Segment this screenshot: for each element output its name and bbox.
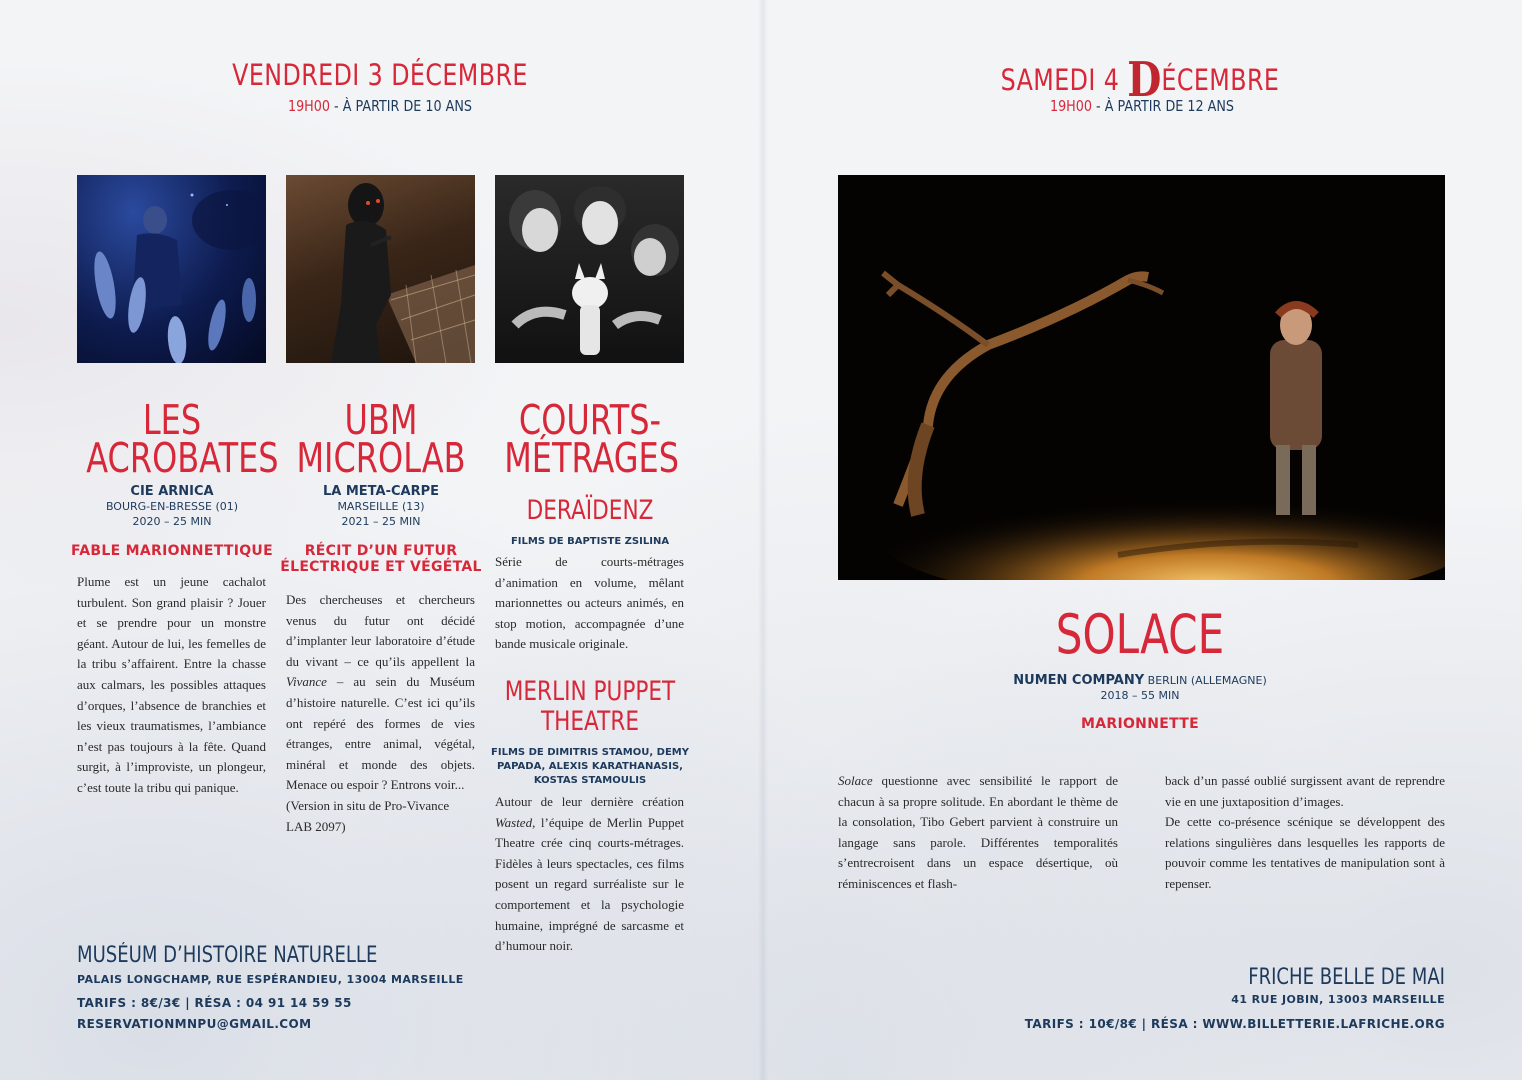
description-text: back d’un passé oublié surgissent avant de reprendre vie en une juxtaposition d’images.	[1165, 773, 1445, 809]
genre-label	[271, 543, 491, 575]
decorative-dropcap: D	[1127, 52, 1162, 108]
venue-address-museum: PALAIS LONGCHAMP, RUE ESPÉRANDIEU, 13004 MARSEILLE	[77, 973, 464, 986]
description-text: Des chercheuses et chercheurs venus du futur ont décidé d’implanter leur laboratoire d’étude du vivant – ce qu’ils appellent la	[286, 592, 475, 669]
saturday-title-end: ÉCEMBRE	[1161, 63, 1280, 97]
title-line: UBM	[344, 396, 418, 444]
description-text: – au sein du Muséum d’histoire naturelle. C’est ici qu’ils ont repéré des formes de vies étranges, entre animal, végétal, minéral et monde des objets. Menace ou espoir ? Entrons voir...	[286, 674, 475, 793]
description-emphasis: Solace	[838, 773, 873, 788]
saturday-time-age	[1015, 97, 1270, 115]
films-by-merlin	[485, 746, 695, 788]
show-title-courts-metrages	[504, 396, 680, 482]
description-merlin	[495, 792, 684, 957]
show-title-ubm-microlab	[295, 396, 467, 482]
genre-label: MARIONNETTE	[1081, 716, 1199, 732]
friday-time-age	[253, 97, 508, 115]
subtitle-line: THEATRE	[540, 706, 640, 737]
films-by-deraidenz: FILMS DE BAPTISTE ZSILINA	[510, 536, 670, 547]
films-by-line: KOSTAS STAMOULIS	[533, 775, 647, 786]
venue-tarifs-friche[interactable]: TARIFS : 10€/8€ | RÉSA : WWW.BILLETTERIE.LAFRICHE.ORG	[1024, 1017, 1445, 1031]
description-emphasis: Vivance	[286, 674, 327, 690]
courts-metrages-illustration	[495, 175, 684, 363]
microlab-illustration	[286, 175, 475, 363]
company-place: BERLIN (ALLEMAGNE)	[1144, 674, 1267, 687]
subtitle-deraidenz: DERAÏDENZ	[526, 495, 654, 526]
show-title-solace: SOLACE	[1055, 603, 1225, 666]
venue-address-friche: 41 RUE JOBIN, 13003 MARSEILLE	[1231, 993, 1445, 1006]
description-deraidenz: Série de courts-métrages d’animation en volume, mêlant marionnettes ou acteurs animés, en stop motion, accompagnée d’une bande musicale originale.	[495, 554, 684, 652]
description-text: Autour de leur dernière création	[495, 794, 684, 809]
venue-email-link[interactable]: RESERVATIONMNPU@GMAIL.COM	[77, 1017, 312, 1031]
solace-description-col1	[838, 771, 1118, 895]
show-title-les-acrobates	[86, 396, 279, 482]
company-block-microlab	[281, 484, 481, 529]
saturday-title-start: SAMEDI 4	[1000, 63, 1128, 97]
title-line: LES	[142, 396, 202, 444]
films-by-line: PAPADA, ALEXIS KARATHANASIS,	[497, 761, 683, 772]
friday-time: 19H00	[287, 97, 330, 115]
photo-solace	[838, 175, 1445, 580]
company-place: MARSEILLE (13)	[337, 500, 425, 513]
genre-line: RÉCIT D’UN FUTUR	[304, 543, 458, 559]
show-year-duration: 2018 – 55 MIN	[1100, 689, 1180, 702]
page-spine	[758, 0, 768, 1080]
version-note: (Version in situ de Pro-Vivance LAB 2097)	[286, 797, 450, 834]
description-text: questionne avec sensibilité le rapport de chacun à sa propre solitude. En abordant le thème de la consolation, Tibo Gebert parvient à construire un langage sans parole. Différentes temporalités s’entrecroisent dans un espace désertique, où réminiscences et flash-	[838, 773, 1118, 891]
genre-label: FABLE MARIONNETTIQUE	[71, 543, 273, 559]
venue-tarifs-museum: TARIFS : 8€/3€ | RÉSA : 04 91 14 59 55	[77, 996, 352, 1010]
description-text: , l’équipe de Merlin Puppet Theatre crée cinq courts-métrages. Fidèles à leurs spectacles, ces films posent un regard surréaliste sur le comportement et la psychologie humaine, imprégné de sarcasme et d’humour noir.	[495, 814, 684, 954]
saturday-age: - À PARTIR DE 12 ANS	[1091, 97, 1235, 115]
genre-line: ÉLECTRIQUE ET VÉGÉTAL	[280, 559, 482, 575]
title-line: COURTS-	[518, 396, 662, 444]
show-description: Plume est un jeune cachalot turbulent. Son grand plaisir ? Jouer et se prendre pour un monstre géant. Autour de lui, les femelles de la tribu s’affairent. Entre la chasse aux calmars, les possibles attaques d’orques, l’absence de branchies et les vieux traumatismes, l’ambiance n’est pas toujours à la fête. Quand surgit, à l’improviste, un plongeur, c’est toute la tribu qui panique.	[77, 574, 266, 795]
acrobates-illustration	[77, 175, 266, 363]
films-by-line: FILMS DE DIMITRIS STAMOU, DEMY	[491, 747, 689, 758]
company-name: NUMEN COMPANY	[1013, 673, 1145, 688]
photo-courts-metrages	[495, 175, 684, 363]
show-year-duration: 2020 – 25 MIN	[132, 515, 212, 528]
saturday-time: 19H00	[1049, 97, 1092, 115]
description-emphasis: Wasted	[495, 814, 533, 830]
subtitle-merlin-puppet-theatre	[502, 677, 678, 737]
company-block-acrobates	[72, 484, 272, 529]
friday-age: - À PARTIR DE 10 ANS	[329, 97, 473, 115]
company-block-solace	[990, 671, 1290, 703]
photo-les-acrobates	[77, 175, 266, 363]
friday-date-title: VENDREDI 3 DÉCEMBRE	[232, 58, 528, 92]
company-name: CIE ARNICA	[130, 484, 214, 499]
show-description	[286, 590, 475, 837]
show-year-duration: 2021 – 25 MIN	[341, 515, 421, 528]
venue-name-friche: FRICHE BELLE DE MAI	[1248, 965, 1445, 990]
company-place: BOURG-EN-BRESSE (01)	[105, 500, 239, 513]
photo-ubm-microlab	[286, 175, 475, 363]
title-line: MICROLAB	[296, 434, 466, 482]
title-line: ACROBATES	[86, 434, 279, 482]
company-name: LA META-CARPE	[322, 484, 440, 499]
venue-name-museum: MUSÉUM D’HISTOIRE NATURELLE	[77, 943, 378, 968]
solace-illustration	[838, 175, 1445, 580]
description-text: De cette co-présence scénique se développent des relations singulières dans lesquelles les rapports de pouvoir comme les tentatives de manipulation sont à repenser.	[1165, 814, 1445, 891]
title-line: MÉTRAGES	[504, 434, 680, 482]
subtitle-line: MERLIN PUPPET	[504, 676, 676, 707]
solace-description-col2	[1165, 771, 1445, 895]
